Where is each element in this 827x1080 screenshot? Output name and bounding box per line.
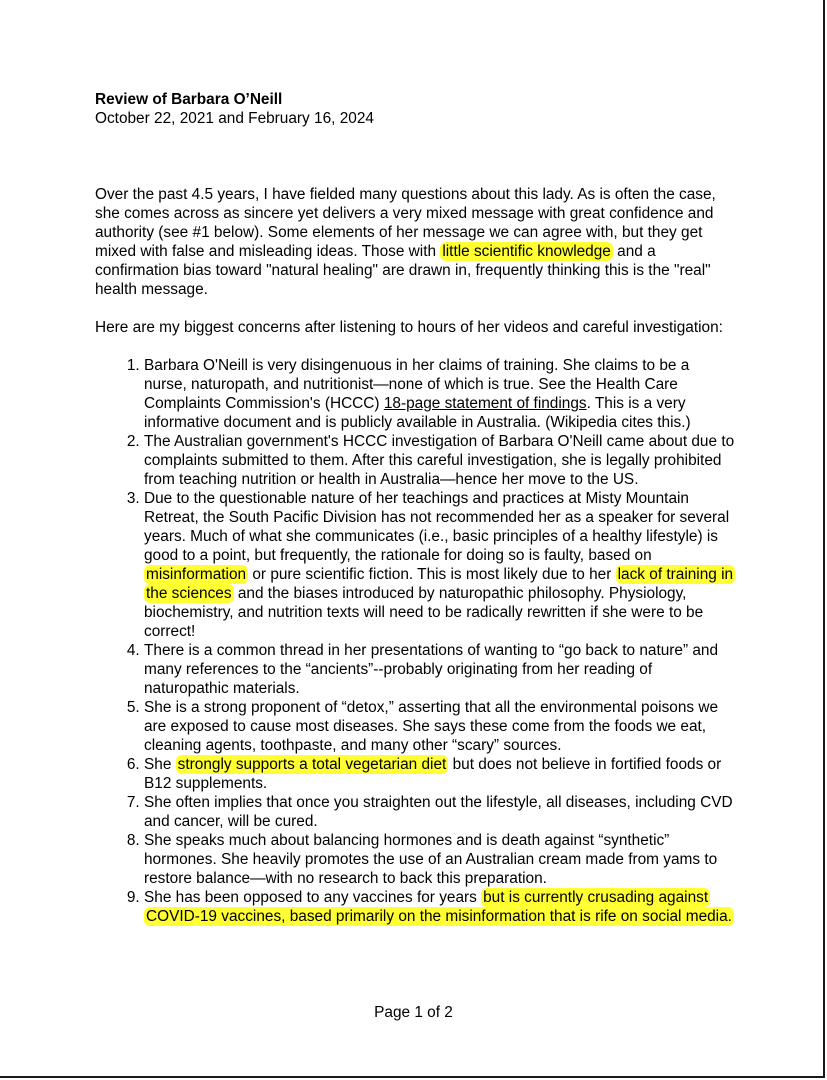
concern-item-4 (144, 641, 735, 698)
concern-item-3 (144, 489, 735, 641)
concern-8-text: She speaks much about balancing hormones and is death against “synthetic” hormones. She heavily promotes the use of an Australian cream made from yams to restore balance—with no research to back this preparation. (144, 832, 718, 887)
concern-5-text: She is a strong proponent of “detox,” asserting that all the environmental poisons we are exposed to cause most diseases. She says these come from the foods we eat, cleaning agents, toothpaste, and many other “scary” sources. (144, 699, 719, 754)
intro-text-1: Over the past 4.5 years, I have fielded many questions about this lady. As is often the case, she comes across as sincere yet delivers a very mixed message with great confidence and authority (see #1 below). Some elements of her message we can agree with, but they get mixed with false and misleading ideas. Those with (95, 186, 716, 260)
concern-7-text: She often implies that once you straighten out the lifestyle, all diseases, including CVD and cancer, will be cured. (144, 794, 733, 830)
concern-3-text-b: or pure scientific fiction. This is most likely due to her (248, 566, 616, 583)
concern-4-text: There is a common thread in her presentations of wanting to “go back to nature” and many references to the “ancients”--probably originating from her reading of naturopathic materials. (144, 642, 719, 697)
concern-1-text-a: Barbara O'Neill is very disingenuous in her claims of training. She claims to be a nurse, naturopath, and nutritionist—none of which is true. See the Health Care Complaints Commission's (HCCC) (144, 357, 690, 412)
concern-6-text-b: but does not believe in fortified foods or B12 supplements. (144, 756, 722, 792)
highlight-little-scientific-knowledge: little scientific knowledge (442, 243, 611, 260)
concern-item-7 (144, 793, 735, 831)
concern-item-5 (144, 698, 735, 755)
highlight-misinformation: misinformation (146, 566, 247, 583)
intro-text-2: and a confirmation bias toward "natural healing" are drawn in, frequently thinking this is the "real" health message. (95, 243, 711, 298)
document-body (95, 90, 735, 926)
concern-3-text-c: and the biases introduced by naturopathic philosophy. Physiology, biochemistry, and nutrition texts will need to be radically rewritten if she were to be correct! (144, 585, 704, 640)
document-dates: October 22, 2021 and February 16, 2024 (95, 110, 374, 127)
highlight-lack-of-training: lack of training in the sciences (146, 566, 734, 602)
concern-item-6 (144, 755, 735, 793)
concerns-list (95, 356, 735, 926)
concern-item-1 (144, 356, 735, 432)
concern-item-9 (144, 888, 735, 926)
statement-of-findings-link[interactable]: 18-page statement of findings (383, 395, 587, 412)
concern-1-text-b: . This is a very informative document and is publicly available in Australia. (Wikipedia cites this.) (144, 395, 691, 431)
concerns-intro-paragraph: Here are my biggest concerns after listening to hours of her videos and careful investigation: (95, 319, 723, 336)
concern-item-2 (144, 432, 735, 489)
concern-2-text: The Australian government's HCCC investigation of Barbara O'Neill came about due to complaints submitted to them. After this careful investigation, she is legally prohibited from teaching nutrition or health in Australia—hence her move to the US. (144, 433, 735, 488)
intro-paragraph (95, 185, 735, 299)
page-number: Page 1 of 2 (374, 1004, 453, 1021)
highlight-vegetarian-diet: strongly supports a total vegetarian diet (177, 756, 447, 773)
document-title: Review of Barbara O’Neill (95, 91, 283, 108)
concern-3-text-a: Due to the questionable nature of her teachings and practices at Misty Mountain Retreat, the South Pacific Division has not recommended her as a speaker for several years. Much of what she communicates (i.e., basic principles of a healthy lifestyle) is good to a point, but frequently, the rationale for doing so is faulty, based on (144, 490, 730, 564)
concern-9-text-a: She has been opposed to any vaccines for years (144, 889, 482, 906)
concern-6-text-a: She (144, 756, 176, 773)
highlight-covid-vaccines: but is currently crusading against COVID-19 vaccines, based primarily on the misinformation that is rife on social media. (146, 889, 732, 925)
concern-item-8 (144, 831, 735, 888)
